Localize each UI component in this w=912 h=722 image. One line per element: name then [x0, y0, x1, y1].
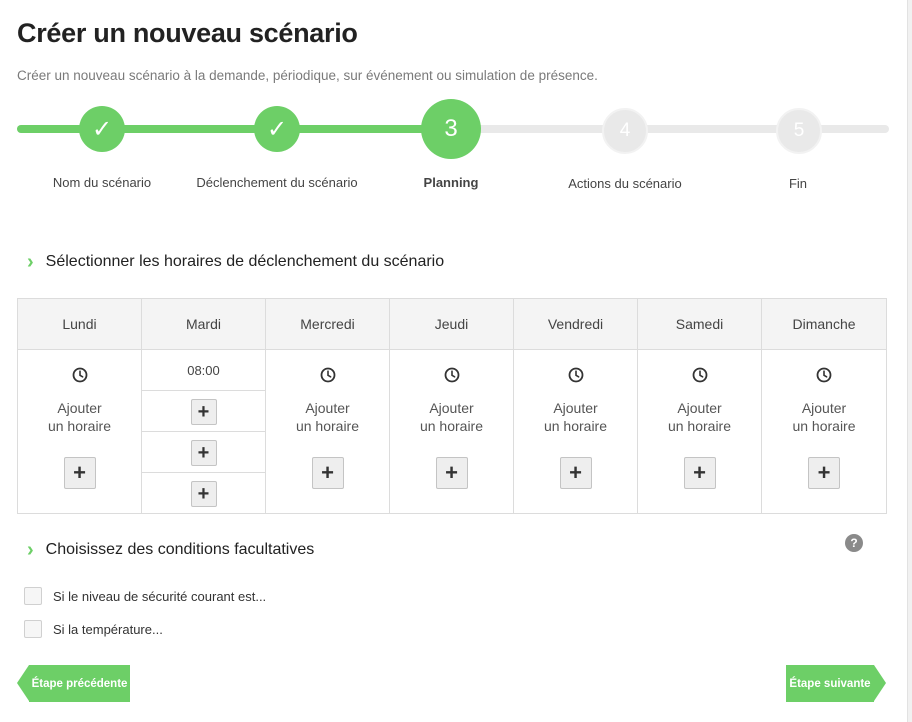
step-2-label: Déclenchement du scénario	[196, 175, 358, 190]
temperature-checkbox[interactable]	[24, 620, 42, 638]
step-3-label: Planning	[423, 175, 479, 190]
chevron-right-icon: ›	[27, 251, 34, 273]
previous-step-button[interactable]: Étape précédente	[29, 665, 130, 702]
step-4-label: Actions du scénario	[568, 176, 682, 191]
schedule-table	[17, 298, 887, 514]
condition-temperature[interactable]	[24, 620, 163, 638]
day-header: Mercredi	[266, 299, 389, 350]
add-schedule-text: Ajouter un horaire	[667, 400, 732, 434]
schedule-section-header[interactable]	[27, 252, 444, 272]
day-column-mardi	[142, 299, 266, 513]
day-header: Vendredi	[514, 299, 637, 350]
temperature-label: Si la température...	[53, 621, 163, 637]
conditions-heading: Choisissez des conditions facultatives	[45, 541, 315, 558]
step-4-number: 4	[602, 108, 648, 154]
day-header: Dimanche	[762, 299, 886, 350]
add-schedule-button[interactable]: +	[808, 457, 840, 489]
clock-icon	[72, 367, 88, 383]
add-schedule-text: Ajouter un horaire	[295, 400, 360, 434]
time-slot	[142, 391, 265, 432]
clock-icon	[568, 367, 584, 383]
time-slot[interactable]	[142, 350, 265, 391]
schedule-heading: Sélectionner les horaires de déclenchement du scénario	[45, 253, 445, 270]
day-header: Lundi	[18, 299, 141, 350]
add-schedule-button[interactable]: +	[312, 457, 344, 489]
clock-icon	[320, 367, 336, 383]
step-1-label: Nom du scénario	[52, 175, 152, 190]
add-time-button[interactable]: +	[191, 481, 217, 507]
add-schedule-text: Ajouter un horaire	[792, 400, 856, 434]
day-column-lundi	[18, 299, 142, 513]
add-schedule-button[interactable]: +	[560, 457, 592, 489]
time-slot	[142, 432, 265, 473]
page-title: Créer un nouveau scénario	[17, 18, 358, 48]
day-column-samedi	[638, 299, 762, 513]
clock-icon	[816, 367, 832, 383]
security-level-label: Si le niveau de sécurité courant est...	[53, 588, 267, 604]
scrollbar-edge	[907, 0, 912, 722]
add-schedule-text: Ajouter un horaire	[47, 400, 112, 434]
page-subtitle: Créer un nouveau scénario à la demande, périodique, sur événement ou simulation de présence.	[17, 68, 598, 83]
clock-icon	[692, 367, 708, 383]
time-value: 08:00	[187, 363, 220, 378]
clock-icon	[444, 367, 460, 383]
day-header: Mardi	[142, 299, 265, 350]
add-schedule-text: Ajouter un horaire	[419, 400, 484, 434]
add-schedule-button[interactable]: +	[684, 457, 716, 489]
conditions-section-header[interactable]	[27, 540, 314, 560]
step-1-check-icon: ✓	[79, 106, 125, 152]
add-schedule-text: Ajouter un horaire	[543, 400, 608, 434]
day-column-vendredi	[514, 299, 638, 513]
day-header: Samedi	[638, 299, 761, 350]
condition-security-level[interactable]	[24, 587, 266, 605]
step-5-label: Fin	[788, 176, 808, 191]
add-schedule-button[interactable]: +	[436, 457, 468, 489]
step-2-check-icon: ✓	[254, 106, 300, 152]
day-column-jeudi	[390, 299, 514, 513]
day-header: Jeudi	[390, 299, 513, 350]
next-step-button[interactable]: Étape suivante	[786, 665, 874, 702]
step-5-number: 5	[776, 108, 822, 154]
security-level-checkbox[interactable]	[24, 587, 42, 605]
day-column-dimanche	[762, 299, 886, 513]
day-column-mercredi	[266, 299, 390, 513]
step-3-number: 3	[421, 99, 481, 159]
help-icon[interactable]: ?	[845, 534, 863, 552]
add-time-button[interactable]: +	[191, 440, 217, 466]
chevron-right-icon: ›	[27, 539, 34, 561]
add-time-button[interactable]: +	[191, 399, 217, 425]
time-slot	[142, 473, 265, 514]
add-schedule-button[interactable]: +	[64, 457, 96, 489]
